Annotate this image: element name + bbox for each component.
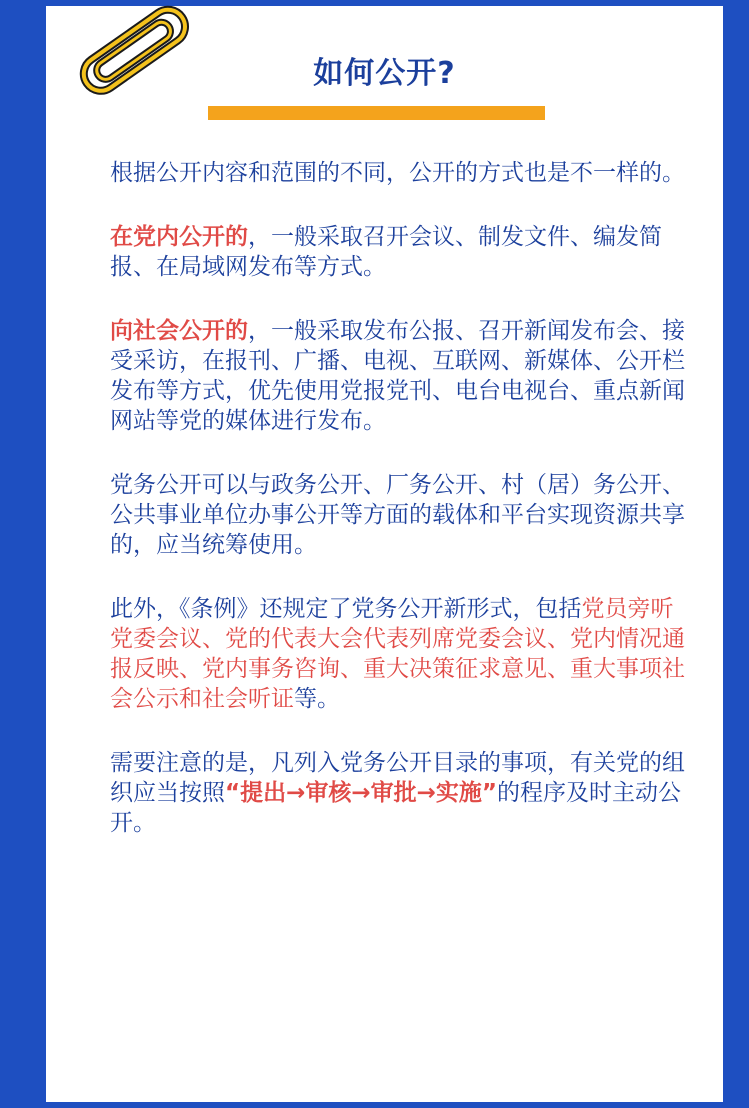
title-underline [208,106,545,120]
paragraph-procedure-lead: 需要注意的是，凡列入党务公开目录的事项，有关党的组织应当按照 [110,750,685,806]
paragraph-procedure-tail: 的程序及时主动公开。 [110,780,682,836]
paragraph-new-forms-lead: 此外，《条例》还规定了党务公开新形式，包括 [110,596,582,622]
paragraph-intro: 根据公开内容和范围的不同，公开的方式也是不一样的。 [110,160,685,186]
highlight-procedure: “提出→审核→审批→实施” [225,780,498,806]
paragraph-public [110,316,690,436]
highlight-inner-party: 在党内公开的 [110,224,248,250]
paragraph-new-forms [110,594,690,714]
page-title: 如何公开? [313,56,456,91]
highlight-public: 向社会公开的 [110,318,248,344]
paragraph-sharing: 党务公开可以与政务公开、厂务公开、村（居）务公开、公共事业单位办事公开等方面的载体和平台实现资源共享的，应当统筹使用。 [110,472,685,558]
content-card [46,6,723,1102]
paragraph-procedure [110,748,690,838]
paragraph-new-forms-tail: 等。 [294,686,340,712]
highlight-new-forms: 党员旁听党委会议、党的代表大会代表列席党委会议、党内情况通报反映、党内事务咨询、重大决策征求意见、重大事项社会公示和社会听证 [110,596,685,712]
paragraph-inner-party [110,222,690,282]
paragraph-inner-party-text: ，一般采取召开会议、制发文件、编发简报、在局域网发布等方式。 [110,224,662,280]
article-body [110,158,690,872]
paragraph-public-text: ，一般采取发布公报、召开新闻发布会、接受采访，在报刊、广播、电视、互联网、新媒体、公开栏发布等方式，优先使用党报党刊、电台电视台、重点新闻网站等党的媒体进行发布。 [110,318,685,434]
